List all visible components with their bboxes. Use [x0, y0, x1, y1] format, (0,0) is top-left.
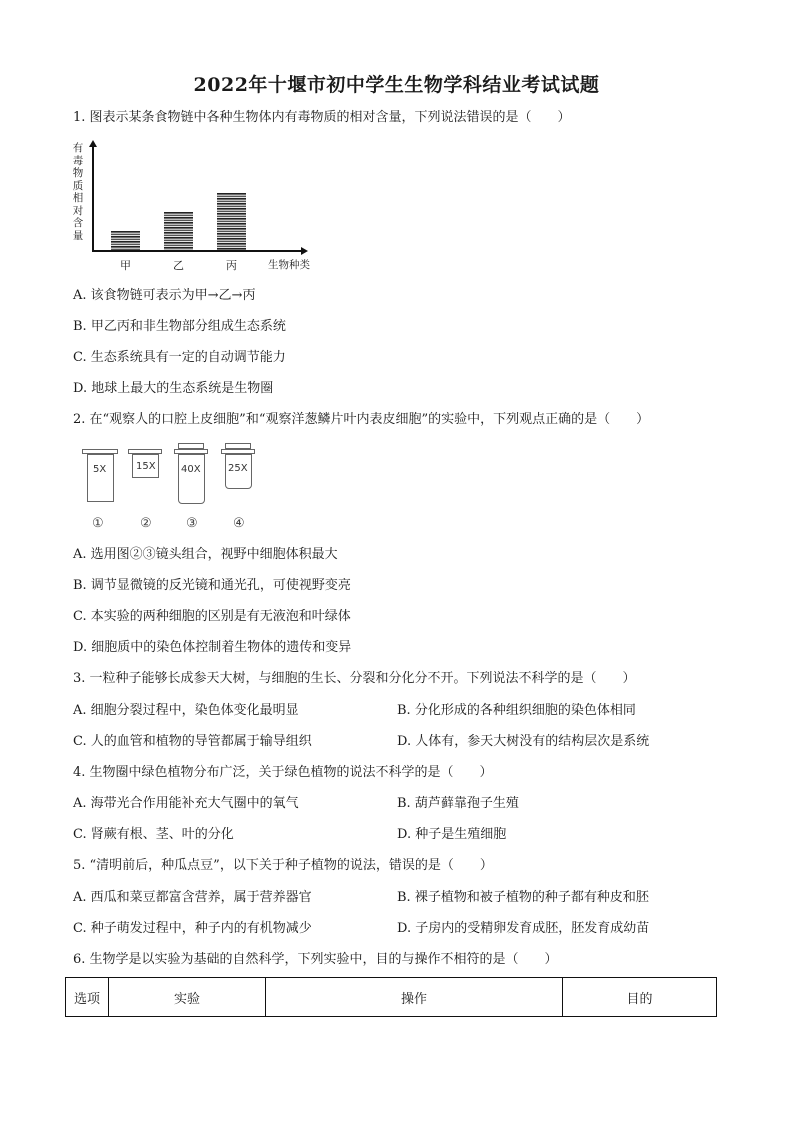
exam-title: 2022年十堰市初中学生生物学科结业考试试题 [193, 74, 600, 96]
header-experiment: 实验 [109, 978, 266, 1017]
lens-3-number: ③ [186, 516, 198, 531]
q3-option-b: B. 分化形成的各种组织细胞的染色体相同 [397, 703, 636, 718]
y-axis [92, 146, 94, 251]
lens-4-label: 25X [228, 463, 248, 474]
q2-option-b: B. 调节显微镜的反光镜和通光孔，可使视野变亮 [73, 578, 351, 593]
q4-option-d: D. 种子是生殖细胞 [397, 827, 507, 842]
q5-option-a: A. 西瓜和菜豆都富含营养，属于营养器官 [73, 890, 312, 905]
q2-option-d: D. 细胞质中的染色体控制着生物体的遗传和变异 [73, 640, 352, 655]
q4-option-c: C. 肾蕨有根、茎、叶的分化 [73, 827, 234, 842]
lens-1-label: 5X [93, 464, 107, 475]
q1-option-b: B. 甲乙丙和非生物部分组成生态系统 [73, 319, 286, 334]
x-tick-bing: 丙 [226, 259, 237, 272]
lens-3-objective [178, 454, 205, 504]
q3-option-a: A. 细胞分裂过程中，染色体变化最明显 [73, 703, 299, 718]
lens-1-number: ① [92, 516, 104, 531]
header-option: 选项 [66, 978, 109, 1017]
x-axis-arrow-icon [301, 247, 308, 255]
q2-option-c: C. 本实验的两种细胞的区别是有无液泡和叶绿体 [73, 609, 351, 624]
q3-option-d: D. 人体有，参天大树没有的结构层次是系统 [397, 734, 650, 749]
bar-bing [217, 193, 246, 250]
q2-option-a: A. 选用图②③镜头组合，视野中细胞体积最大 [73, 547, 338, 562]
table-header-row [66, 978, 717, 1017]
q1-option-c: C. 生态系统具有一定的自动调节能力 [73, 350, 286, 365]
q5-option-b: B. 裸子植物和被子植物的种子都有种皮和胚 [397, 890, 649, 905]
question-2-stem: 2. 在“观察人的口腔上皮细胞”和“观察洋葱鳞片叶内表皮细胞”的实验中，下列观点正确的是（ ） [73, 412, 650, 427]
question-1-stem: 1. 图表示某条食物链中各种生物体内有毒物质的相对含量，下列说法错误的是（ ） [73, 110, 571, 125]
toxin-bar-chart [68, 140, 338, 275]
header-purpose: 目的 [563, 978, 717, 1017]
q5-option-c: C. 种子萌发过程中，种子内的有机物减少 [73, 921, 312, 936]
q6-table [65, 977, 717, 1017]
lens-1-eyepiece [87, 454, 114, 502]
q1-option-d: D. 地球上最大的生态系统是生物圈 [73, 381, 274, 396]
microscope-lenses-figure [80, 443, 270, 533]
question-6-stem: 6. 生物学是以实验为基础的自然科学，下列实验中，目的与操作不相符的是（ ） [73, 952, 558, 967]
question-5-stem: 5. “清明前后，种瓜点豆”，以下关于种子植物的说法，错误的是（ ） [73, 858, 493, 873]
q3-option-c: C. 人的血管和植物的导管都属于输导组织 [73, 734, 312, 749]
lens-2-number: ② [140, 516, 152, 531]
lens-3-label: 40X [181, 464, 201, 475]
x-tick-yi: 乙 [173, 259, 184, 272]
header-operation: 操作 [266, 978, 563, 1017]
q4-option-a: A. 海带光合作用能补充大气圈中的氧气 [73, 796, 299, 811]
x-axis [92, 250, 302, 252]
lens-4-number: ④ [233, 516, 245, 531]
question-4-stem: 4. 生物圈中绿色植物分布广泛，关于绿色植物的说法不科学的是（ ） [73, 765, 493, 780]
q5-option-d: D. 子房内的受精卵发育成胚，胚发育成幼苗 [397, 921, 650, 936]
bar-yi [164, 212, 193, 250]
chart-y-label: 有毒物质相对含量 [72, 142, 84, 242]
bar-jia [111, 231, 140, 250]
q4-option-b: B. 葫芦藓靠孢子生殖 [397, 796, 519, 811]
lens-2-label: 15X [136, 461, 156, 472]
q1-option-a: A. 该食物链可表示为甲→乙→丙 [73, 288, 256, 303]
question-3-stem: 3. 一粒种子能够长成参天大树，与细胞的生长、分裂和分化分不开。下列说法不科学的是（ ） [73, 671, 636, 686]
chart-x-label: 生物种类 [268, 259, 310, 271]
x-tick-jia: 甲 [120, 259, 131, 272]
